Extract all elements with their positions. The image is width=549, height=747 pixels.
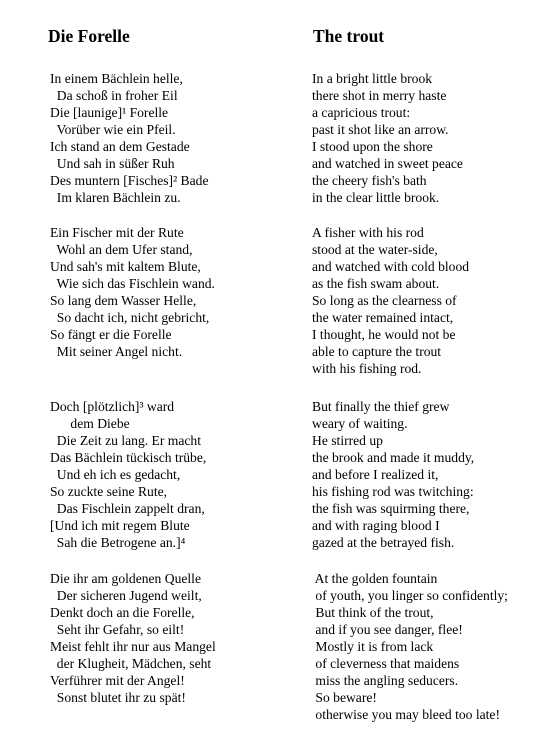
poem-line: Das Bächlein tückisch trübe,: [50, 450, 207, 465]
poem-line: At the golden fountain: [312, 571, 438, 586]
poem-line: Der sicheren Jugend weilt,: [50, 588, 202, 603]
poem-line: past it shot like an arrow.: [312, 122, 449, 137]
poem-line: Vorüber wie ein Pfeil.: [50, 122, 176, 137]
poem-line: as the fish swam about.: [312, 276, 440, 291]
poem-line: Da schoß in froher Eil: [50, 88, 178, 103]
german-title: Die Forelle: [48, 26, 130, 46]
poem-line: Die [launige]¹ Forelle: [50, 105, 169, 120]
poem-line: Und eh ich es gedacht,: [50, 467, 181, 482]
poem-line: otherwise you may bleed too late!: [312, 707, 500, 722]
poem-line: gazed at the betrayed fish.: [312, 535, 455, 550]
poem-line: the fish was squirming there,: [312, 501, 470, 516]
poem-line: der Klugheit, Mädchen, seht: [50, 656, 212, 671]
poem-line: In a bright little brook: [312, 71, 433, 86]
poem-line: and with raging blood I: [312, 518, 440, 533]
poem-line: Wie sich das Fischlein wand.: [50, 276, 215, 291]
poem-line: and watched with cold blood: [312, 259, 470, 274]
english-stanza-2: [312, 224, 469, 377]
german-stanza-1: [48, 70, 208, 206]
poem-line: So fängt er die Forelle: [50, 327, 172, 342]
poem-line: Doch [plötzlich]³ ward: [50, 399, 175, 414]
english-stanza-4: [312, 570, 508, 723]
poem-line: there shot in merry haste: [312, 88, 447, 103]
poem-line: Denkt doch an die Forelle,: [50, 605, 195, 620]
poem-line: Ich stand an dem Gestade: [50, 139, 190, 154]
poem-line: Mostly it is from lack: [312, 639, 434, 654]
poem-line: stood at the water-side,: [312, 242, 438, 257]
poem-line: Sah die Betrogene an.]⁴: [50, 535, 186, 550]
poem-line: a capricious trout:: [312, 105, 411, 120]
poem-line: So lang dem Wasser Helle,: [50, 293, 197, 308]
english-stanza-1: [312, 70, 463, 206]
poem-line: Seht ihr Gefahr, so eilt!: [50, 622, 185, 637]
poem-line: Im klaren Bächlein zu.: [50, 190, 181, 205]
poem-line: Und sah in süßer Ruh: [50, 156, 175, 171]
poem-line: Die ihr am goldenen Quelle: [50, 571, 201, 586]
poem-line: Meist fehlt ihr nur aus Mangel: [50, 639, 216, 654]
german-stanza-2: [48, 224, 215, 360]
german-stanza-4: [48, 570, 216, 706]
poem-line: Und sah's mit kaltem Blute,: [50, 259, 201, 274]
poem-line: of cleverness that maidens: [312, 656, 460, 671]
poem-line: Wohl an dem Ufer stand,: [50, 242, 193, 257]
poem-line: of youth, you linger so confidently;: [312, 588, 508, 603]
poem-line: So long as the clearness of: [312, 293, 457, 308]
poem-line: Des muntern [Fisches]² Bade: [50, 173, 209, 188]
poem-line: So zuckte seine Rute,: [50, 484, 168, 499]
poem-line: So beware!: [312, 690, 377, 705]
poem-line: Mit seiner Angel nicht.: [50, 344, 183, 359]
poem-line: with his fishing rod.: [312, 361, 422, 376]
poem-line: So dacht ich, nicht gebricht,: [50, 310, 210, 325]
poem-line: A fisher with his rod: [312, 225, 424, 240]
poem-line: able to capture the trout: [312, 344, 442, 359]
poem-line: [Und ich mit regem Blute: [50, 518, 190, 533]
poem-line: and if you see danger, flee!: [312, 622, 463, 637]
poem-line: Ein Fischer mit der Rute: [50, 225, 184, 240]
poem-line: the cheery fish's bath: [312, 173, 427, 188]
poem-line: the brook and made it muddy,: [312, 450, 475, 465]
poem-line: the water remained intact,: [312, 310, 454, 325]
poem-line: miss the angling seducers.: [312, 673, 459, 688]
poem-line: Sonst blutet ihr zu spät!: [50, 690, 186, 705]
poem-line: Verführer mit der Angel!: [50, 673, 185, 688]
poem-line: But finally the thief grew: [312, 399, 450, 414]
poem-line: dem Diebe: [50, 416, 130, 431]
poem-line: I stood upon the shore: [312, 139, 433, 154]
poem-line: Das Fischlein zappelt dran,: [50, 501, 205, 516]
english-title: The trout: [313, 26, 385, 46]
poem-line: his fishing rod was twitching:: [312, 484, 474, 499]
poem-line: But think of the trout,: [312, 605, 434, 620]
poem-line: He stirred up: [312, 433, 383, 448]
poem-line: In einem Bächlein helle,: [50, 71, 183, 86]
poem-line: I thought, he would not be: [312, 327, 456, 342]
poem-line: weary of waiting.: [312, 416, 408, 431]
poem-line: and watched in sweet peace: [312, 156, 463, 171]
poem-line: Die Zeit zu lang. Er macht: [50, 433, 201, 448]
german-stanza-3: [48, 398, 206, 551]
english-stanza-3: [312, 398, 474, 551]
poem-line: in the clear little brook.: [312, 190, 440, 205]
poem-line: and before I realized it,: [312, 467, 439, 482]
